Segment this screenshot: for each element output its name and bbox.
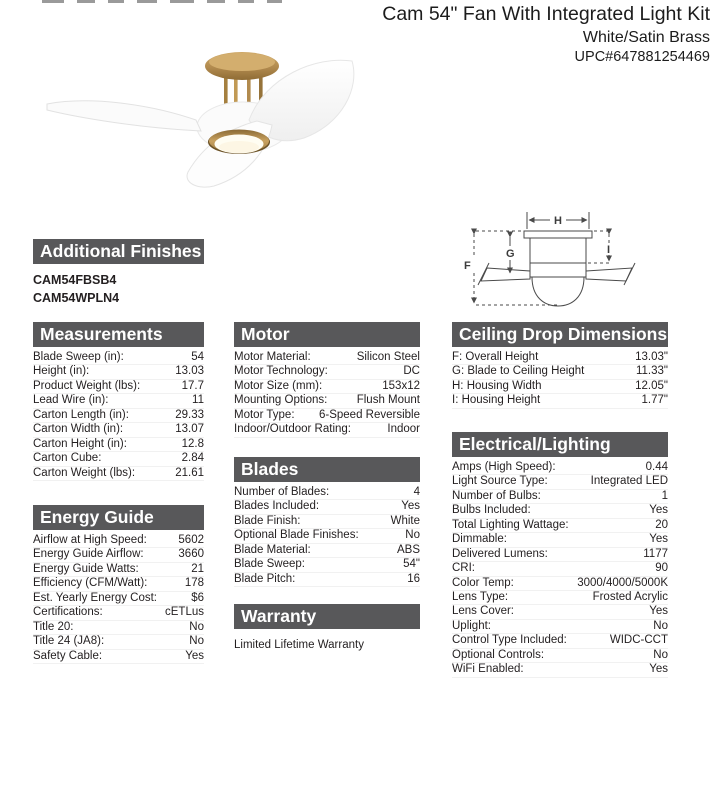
diagram-label-g: G — [506, 248, 515, 260]
table-row — [452, 577, 668, 591]
row-value: 153x12 — [382, 379, 420, 392]
table-row — [33, 650, 204, 664]
table-row — [33, 467, 204, 481]
row-value: Yes — [649, 663, 668, 676]
row-value: 178 — [184, 577, 204, 590]
table-row — [234, 558, 420, 572]
row-value: ABS — [396, 543, 420, 556]
row-label: Motor Size (mm): — [234, 379, 323, 392]
row-label: CRI: — [452, 562, 475, 575]
row-label: Indoor/Outdoor Rating: — [234, 423, 351, 436]
row-label: I: Housing Height — [452, 394, 541, 407]
warranty-text: Limited Lifetime Warranty — [234, 639, 364, 651]
row-label: Light Source Type: — [452, 475, 548, 488]
product-title-block — [382, 2, 710, 67]
row-value: Flush Mount — [356, 394, 420, 407]
row-value: 12.8 — [181, 437, 204, 450]
energy-guide-table — [33, 534, 204, 664]
row-value: 11.33" — [635, 365, 668, 378]
row-value: 0.44 — [645, 461, 668, 473]
row-value: Integrated LED — [590, 475, 668, 488]
finish-code: CAM54WPLN4 — [33, 291, 120, 305]
table-row — [452, 380, 668, 394]
row-label: Blade Material: — [234, 543, 311, 556]
section-motor — [234, 322, 420, 438]
row-label: Optional Blade Finishes: — [234, 529, 359, 542]
row-value: No — [405, 529, 420, 542]
table-row — [452, 591, 668, 605]
section-header-warranty: Warranty — [234, 604, 420, 629]
row-label: Blade Finish: — [234, 514, 301, 527]
finish-code-list — [33, 271, 204, 307]
row-value: 90 — [655, 562, 668, 575]
row-value: Yes — [401, 500, 420, 513]
product-title: Cam 54" Fan With Integrated Light Kit — [382, 3, 710, 25]
row-value: 2.84 — [181, 452, 204, 465]
section-ceiling-drop-dimensions — [452, 322, 668, 409]
table-row — [33, 577, 204, 591]
section-header-energy-guide: Energy Guide — [33, 505, 204, 530]
row-value: No — [189, 635, 204, 648]
table-row — [33, 394, 204, 408]
row-label: Lens Cover: — [452, 605, 515, 618]
row-label: Blade Pitch: — [234, 572, 296, 585]
row-label: Carton Width (in): — [33, 423, 124, 436]
row-label: Bulbs Included: — [452, 504, 531, 517]
table-row — [234, 380, 420, 394]
fan-illustration-svg — [20, 30, 355, 230]
table-row — [234, 544, 420, 558]
table-row — [452, 519, 668, 533]
table-row — [33, 365, 204, 379]
row-label: Safety Cable: — [33, 649, 103, 662]
table-row — [234, 351, 420, 365]
section-blades — [234, 457, 420, 587]
table-row — [33, 409, 204, 423]
row-label: Lens Type: — [452, 590, 509, 603]
table-row — [452, 562, 668, 576]
table-row — [452, 461, 668, 475]
row-value: 1177 — [643, 547, 668, 560]
row-label: Product Weight (lbs): — [33, 379, 141, 392]
table-row — [452, 548, 668, 562]
section-header-ceiling-drop-dimensions: Ceiling Drop Dimensions — [452, 322, 668, 347]
row-value: 4 — [413, 486, 420, 498]
row-label: Lead Wire (in): — [33, 394, 109, 407]
section-additional-finishes — [33, 239, 204, 307]
measurements-table — [33, 351, 204, 481]
table-row — [452, 475, 668, 489]
row-label: Est. Yearly Energy Cost: — [33, 591, 158, 604]
section-electrical-lighting — [452, 432, 668, 678]
section-header-blades: Blades — [234, 457, 420, 482]
fan-light-kit — [208, 130, 270, 155]
row-value: Yes — [185, 649, 204, 662]
row-label: Motor Material: — [234, 351, 311, 363]
table-row — [33, 438, 204, 452]
fan-blade-left — [47, 101, 201, 131]
row-label: Total Lighting Wattage: — [452, 518, 569, 531]
table-row — [234, 529, 420, 543]
row-value: Frosted Acrylic — [592, 590, 668, 603]
section-header-additional-finishes: Additional Finishes — [33, 239, 204, 264]
table-row — [33, 351, 204, 365]
row-value: 17.7 — [181, 379, 204, 392]
row-label: Control Type Included: — [452, 634, 567, 647]
row-label: Height (in): — [33, 365, 90, 378]
ceiling-drop-table — [452, 351, 668, 409]
table-row — [234, 423, 420, 437]
row-label: Airflow at High Speed: — [33, 534, 147, 546]
row-value: Indoor — [387, 423, 420, 436]
fan-product-image — [20, 30, 355, 230]
fan-canopy — [205, 52, 279, 80]
table-row — [234, 486, 420, 500]
section-measurements — [33, 322, 204, 481]
row-value: WIDC-CCT — [609, 634, 668, 647]
table-row — [452, 533, 668, 547]
row-label: Efficiency (CFM/Watt): — [33, 577, 148, 590]
section-warranty — [234, 604, 420, 652]
table-row — [33, 452, 204, 466]
row-label: Blade Sweep (in): — [33, 351, 124, 363]
row-value: Yes — [649, 605, 668, 618]
row-value: $6 — [191, 591, 204, 604]
table-row — [452, 605, 668, 619]
row-label: Number of Blades: — [234, 486, 330, 498]
finish-code: CAM54FBSB4 — [33, 273, 117, 287]
row-label: Carton Length (in): — [33, 408, 129, 421]
row-label: Optional Controls: — [452, 648, 545, 661]
table-row — [452, 634, 668, 648]
row-label: Motor Technology: — [234, 365, 328, 378]
ceiling-drop-diagram — [452, 193, 710, 321]
table-row — [452, 490, 668, 504]
row-label: Title 20: — [33, 620, 74, 633]
table-row — [234, 365, 420, 379]
table-row — [33, 563, 204, 577]
row-value: DC — [403, 365, 420, 378]
row-label: Certifications: — [33, 606, 103, 619]
diagram-label-f: F — [464, 260, 471, 272]
row-value: 54 — [191, 351, 204, 363]
section-header-electrical-lighting: Electrical/Lighting — [452, 432, 668, 457]
row-label: WiFi Enabled: — [452, 663, 524, 676]
row-label: Uplight: — [452, 619, 491, 632]
row-value: Yes — [649, 504, 668, 517]
row-label: Delivered Lumens: — [452, 547, 548, 560]
row-label: Blade Sweep: — [234, 558, 305, 571]
row-value: 6-Speed Reversible — [318, 408, 420, 421]
row-value: 16 — [407, 572, 420, 585]
table-row — [452, 365, 668, 379]
row-value: No — [653, 648, 668, 661]
product-upc: UPC#647881254469 — [574, 49, 710, 65]
row-label: Carton Height (in): — [33, 437, 127, 450]
row-label: Amps (High Speed): — [452, 461, 556, 473]
diagram-label-h: H — [554, 215, 562, 227]
table-row — [33, 534, 204, 548]
row-value: 29.33 — [175, 408, 204, 421]
table-row — [452, 394, 668, 408]
row-label: Dimmable: — [452, 533, 507, 546]
row-value: Silicon Steel — [356, 351, 420, 363]
table-row — [234, 500, 420, 514]
row-label: Motor Type: — [234, 408, 295, 421]
table-row — [452, 504, 668, 518]
section-header-motor: Motor — [234, 322, 420, 347]
cropped-logo-remnant — [42, 0, 282, 3]
table-row — [33, 380, 204, 394]
row-value: 20 — [655, 518, 668, 531]
diagram-label-i: I — [607, 244, 611, 256]
row-value: 3000/4000/5000K — [577, 576, 668, 589]
row-value: 21.61 — [175, 466, 204, 479]
row-label: Blades Included: — [234, 500, 320, 513]
row-label: F: Overall Height — [452, 351, 539, 363]
row-value: White — [390, 514, 420, 527]
table-row — [234, 573, 420, 587]
row-value: 11 — [192, 394, 204, 407]
row-label: G: Blade to Ceiling Height — [452, 365, 585, 378]
section-energy-guide — [33, 505, 204, 664]
row-value: 1 — [661, 489, 668, 502]
row-value: Yes — [649, 533, 668, 546]
row-label: Number of Bulbs: — [452, 489, 541, 502]
row-value: 13.07 — [175, 423, 204, 436]
row-value: cETLus — [165, 606, 204, 619]
row-label: Mounting Options: — [234, 394, 328, 407]
section-header-measurements: Measurements — [33, 322, 204, 347]
table-row — [33, 548, 204, 562]
row-label: H: Housing Width — [452, 379, 542, 392]
row-value: No — [653, 619, 668, 632]
row-value: 54" — [403, 558, 420, 571]
table-row — [33, 621, 204, 635]
table-row — [33, 606, 204, 620]
row-label: Title 24 (JA8): — [33, 635, 105, 648]
row-value: 21 — [191, 562, 204, 575]
table-row — [234, 409, 420, 423]
table-row — [33, 635, 204, 649]
row-value: 5602 — [178, 534, 204, 546]
row-value: No — [189, 620, 204, 633]
row-value: 1.77" — [641, 394, 668, 407]
table-row — [452, 620, 668, 634]
row-label: Color Temp: — [452, 576, 514, 589]
row-label: Energy Guide Airflow: — [33, 548, 144, 561]
table-row — [234, 394, 420, 408]
table-row — [234, 515, 420, 529]
row-label: Carton Cube: — [33, 452, 102, 465]
row-value: 13.03 — [175, 365, 204, 378]
row-label: Energy Guide Watts: — [33, 562, 139, 575]
ceiling-drop-diagram-svg — [452, 193, 710, 321]
table-row — [452, 351, 668, 365]
motor-table — [234, 351, 420, 438]
product-finish: White/Satin Brass — [582, 29, 710, 46]
row-value: 12.05" — [635, 379, 668, 392]
table-row — [452, 663, 668, 677]
table-row — [33, 592, 204, 606]
row-value: 13.03" — [635, 351, 668, 363]
row-value: 3660 — [178, 548, 204, 561]
blades-table — [234, 486, 420, 587]
row-label: Carton Weight (lbs): — [33, 466, 136, 479]
table-row — [33, 423, 204, 437]
electrical-table — [452, 461, 668, 678]
table-row — [452, 649, 668, 663]
